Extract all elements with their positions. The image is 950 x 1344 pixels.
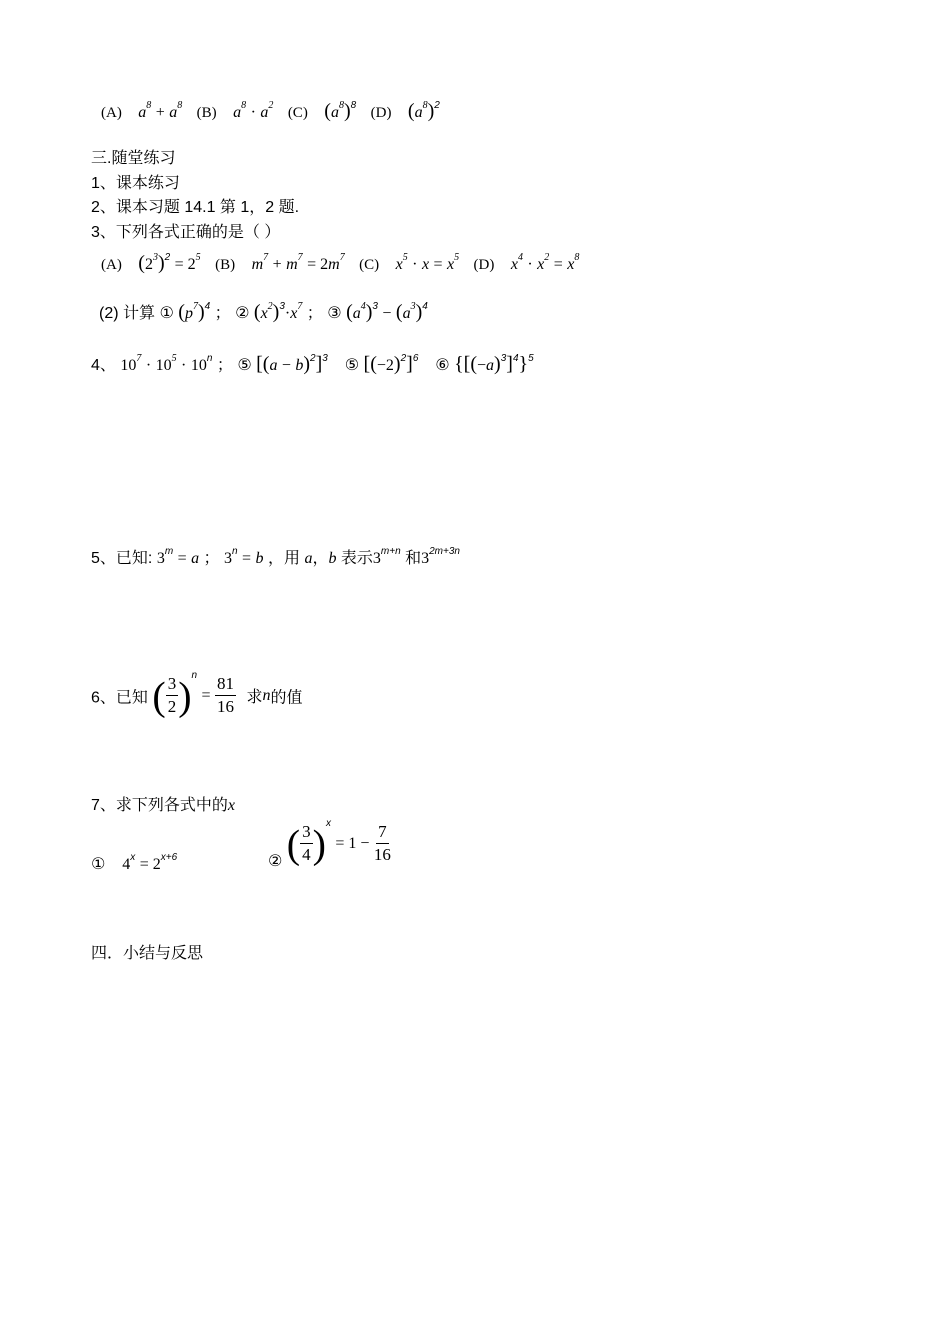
item-4-label: 4、 <box>91 357 116 374</box>
fraction-81-16: $\frac{81}{16}$ <box>217 674 235 717</box>
item-7: 7、求下列各式中的x <box>91 797 236 814</box>
item-5: 5、已知: 3$^m$ = a ； 3$^n$ = b ，用 a，b 表示$3^{m+n}$ 和$3^{2m+3n}$ <box>91 546 460 567</box>
item-5-label: 5、已知: <box>91 550 153 567</box>
semicolon: ； <box>306 305 323 322</box>
i3-option-a: (A) <box>101 257 122 273</box>
item-2: 2、课本习题 14.1 第 1，2 题. <box>91 199 300 216</box>
item-6: 6、已知 ( $\frac{3}{2}$ )$^n$ = $\frac{81}{16}$ 求n的值 <box>91 670 303 719</box>
compute-label: (2) 计算 <box>99 305 156 322</box>
fraction-7-16: $\frac{7}{16}$ <box>373 822 391 865</box>
item-7-eq-1: ① $4^x = 2^{x+6}$ <box>91 852 178 873</box>
semicolon: ； <box>216 357 233 374</box>
fraction-3-2: $\frac{3}{2}$ <box>167 674 177 717</box>
item-3-options: (A) $(2^3)^2 = 2^5$ (B) $m^7 + m^7 = 2m^7$ (C) $x^5 \cdot x = x^5$ (D) $x^4 \cdot x^2 = x^8$ <box>101 252 580 274</box>
circle-2: ② <box>268 853 283 870</box>
circle-3: ③ <box>327 305 342 322</box>
circle-5: ⑤ <box>237 357 252 374</box>
i3-option-d: (D) <box>473 257 495 273</box>
i3-option-b: (B) <box>215 257 236 273</box>
item-7-eq-2: ② ( $\frac{3}{4}$ )$^x$ = 1 − $\frac{7}{16}$ <box>268 818 391 870</box>
item-5-text-3: 和 <box>405 550 422 567</box>
option-a-label: (A) <box>101 105 122 121</box>
semicolon: ； <box>203 550 220 567</box>
circle-6: ⑥ <box>435 357 450 374</box>
item-7-label: 7、求下列各式中的 <box>91 797 228 814</box>
item-3-compute: (2) 计算 ① $(p^7)^4$ ； ② $(x^2)^3\cdot x^7$ ； ③ $(a^4)^3 - (a^3)^4$ <box>99 301 428 323</box>
option-b-label: (B) <box>196 105 217 121</box>
item-5-text-2: 表示 <box>340 550 373 567</box>
fraction-3-4: $\frac{3}{4}$ <box>302 822 311 865</box>
item-3: 3、下列各式正确的是（ ） <box>91 224 281 241</box>
circle-2: ② <box>235 305 250 322</box>
option-c-label: (C) <box>287 105 308 121</box>
section-3-title: 三.随堂练习 <box>91 150 176 167</box>
section-4-title: 四．小结与反思 <box>91 945 204 962</box>
item-6-text: 求 <box>246 689 263 707</box>
option-d-label: (D) <box>370 105 392 121</box>
item-1: 1、课本练习 <box>91 175 180 192</box>
i3-option-c: (C) <box>359 257 380 273</box>
circle-5b: ⑤ <box>344 357 360 374</box>
semicolon: ； <box>214 305 231 322</box>
circle-1: ① <box>159 305 174 322</box>
item-6-text-2: 的值 <box>270 689 303 707</box>
item-5-text-1: ，用 <box>267 550 300 567</box>
q0-options: (A) $a^8 + a^8$ (B) $a^8 \cdot a^2$ (C) $(a^8)^8$ (D) $(a^8)^2$ <box>101 100 440 122</box>
item-4: 4、 $10^7 \cdot 10^5 \cdot 10^n$ ； ⑤ $[(a - b)^2]^3$ ⑤ $[(-2)^2]^6$ ⑥ $\{[(-a)^3]^4\}^5$ <box>91 353 534 375</box>
circle-1: ① <box>91 856 106 873</box>
item-6-label: 6、已知 <box>91 689 148 707</box>
